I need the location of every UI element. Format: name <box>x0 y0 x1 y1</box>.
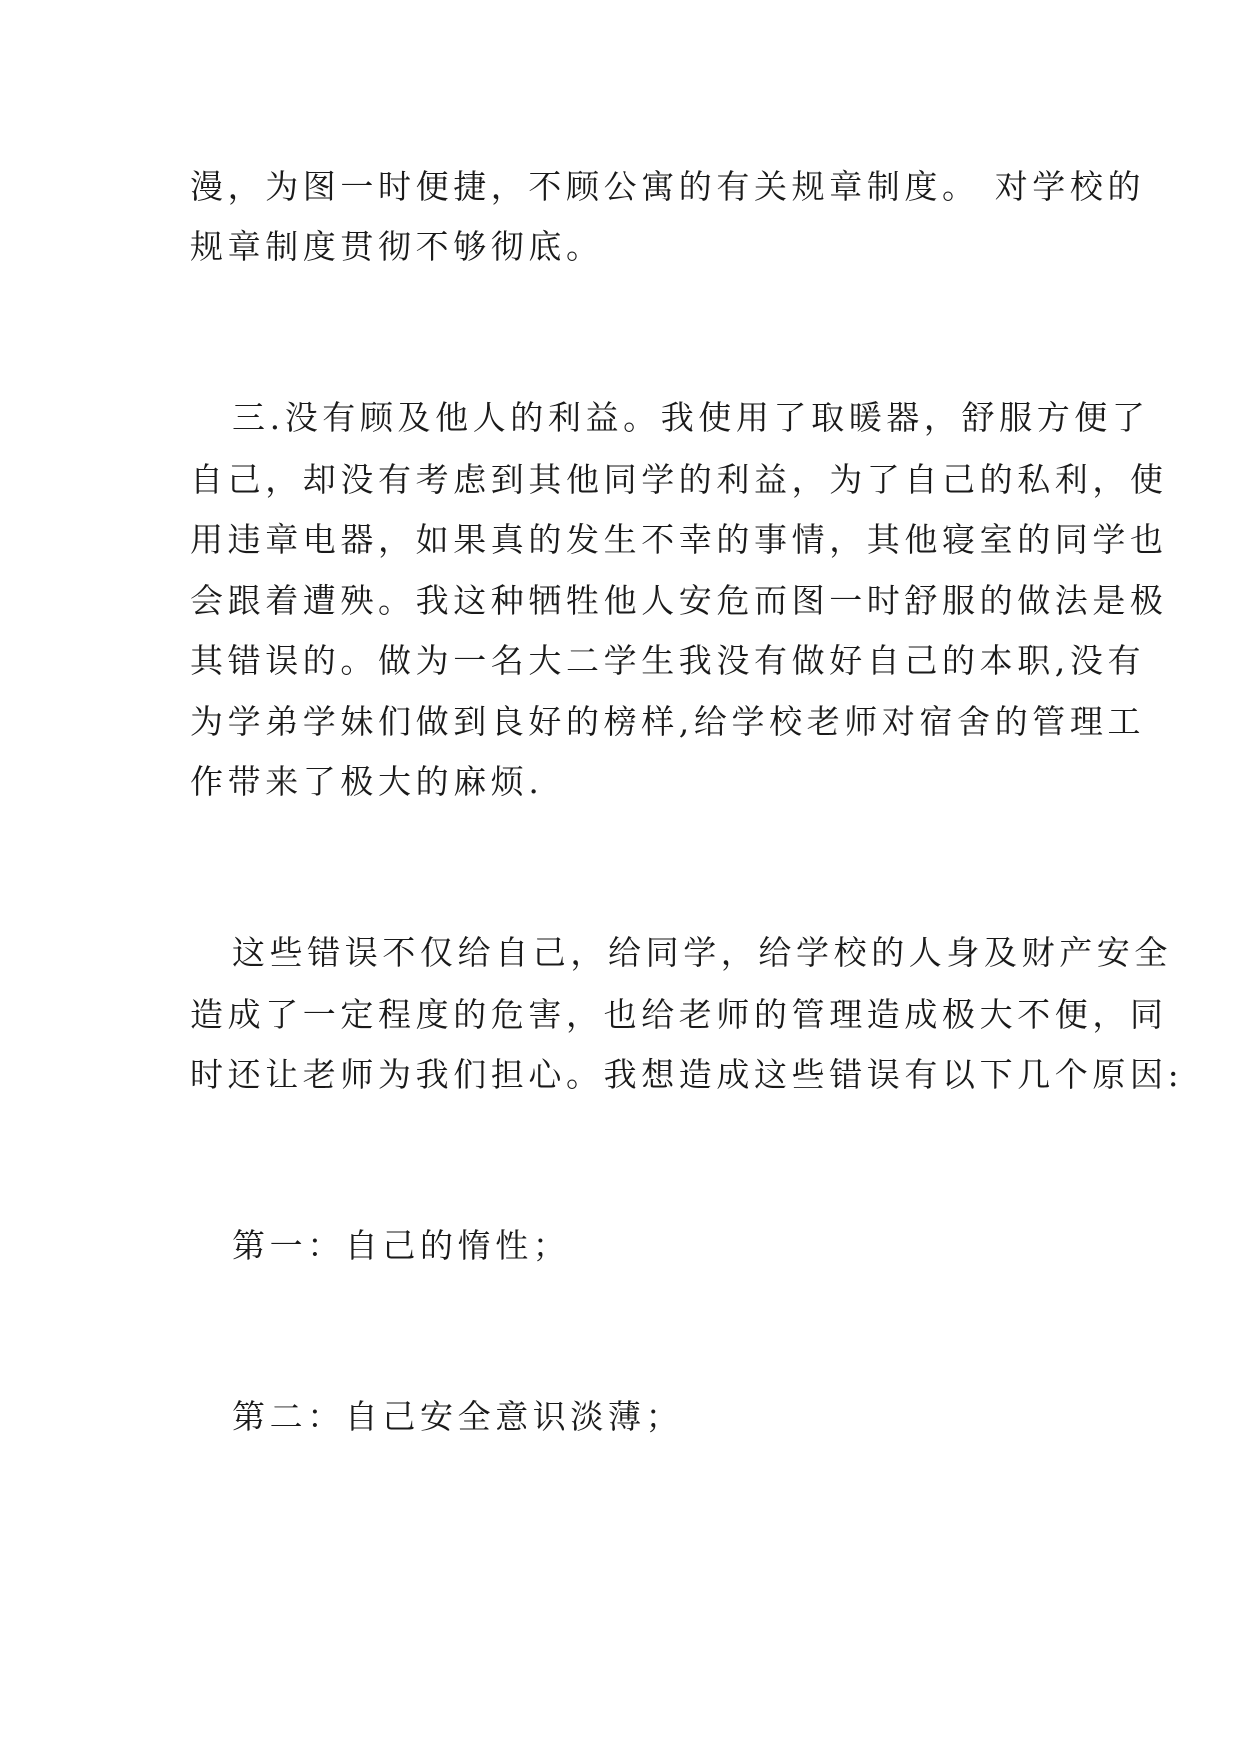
paragraph-2-line-2: 自己，却没有考虑到其他同学的利益，为了自己的私利，使 <box>190 460 1168 499</box>
paragraph-2-line-6: 为学弟学妹们做到良好的榜样,给学校老师对宿舍的管理工 <box>190 702 1146 741</box>
paragraph-3-line-2: 造成了一定程度的危害，也给老师的管理造成极大不便，同 <box>190 995 1168 1034</box>
reason-item-2: 第二：自己安全意识淡薄； <box>232 1397 684 1436</box>
paragraph-3-line-1: 这些错误不仅给自己，给同学，给学校的人身及财产安全 <box>232 933 1172 972</box>
paragraph-2-line-4: 会跟着遭殃。我这种牺牲他人安危而图一时舒服的做法是极 <box>190 581 1168 620</box>
paragraph-2-line-3: 用违章电器，如果真的发生不幸的事情，其他寝室的同学也 <box>190 520 1168 559</box>
paragraph-2-line-7: 作带来了极大的麻烦. <box>190 762 544 801</box>
paragraph-2-line-5: 其错误的。做为一名大二学生我没有做好自己的本职,没有 <box>190 641 1146 680</box>
paragraph-2-line-1: 三.没有顾及他人的利益。我使用了取暖器，舒服方便了 <box>232 398 1150 437</box>
paragraph-1-line-1: 漫，为图一时便捷，不顾公寓的有关规章制度。 对学校的 <box>190 167 1146 206</box>
paragraph-1-line-2: 规章制度贯彻不够彻底。 <box>190 227 604 266</box>
reason-item-1: 第一：自己的惰性； <box>232 1226 571 1265</box>
paragraph-3-line-3: 时还让老师为我们担心。我想造成这些错误有以下几个原因: <box>190 1055 1184 1094</box>
